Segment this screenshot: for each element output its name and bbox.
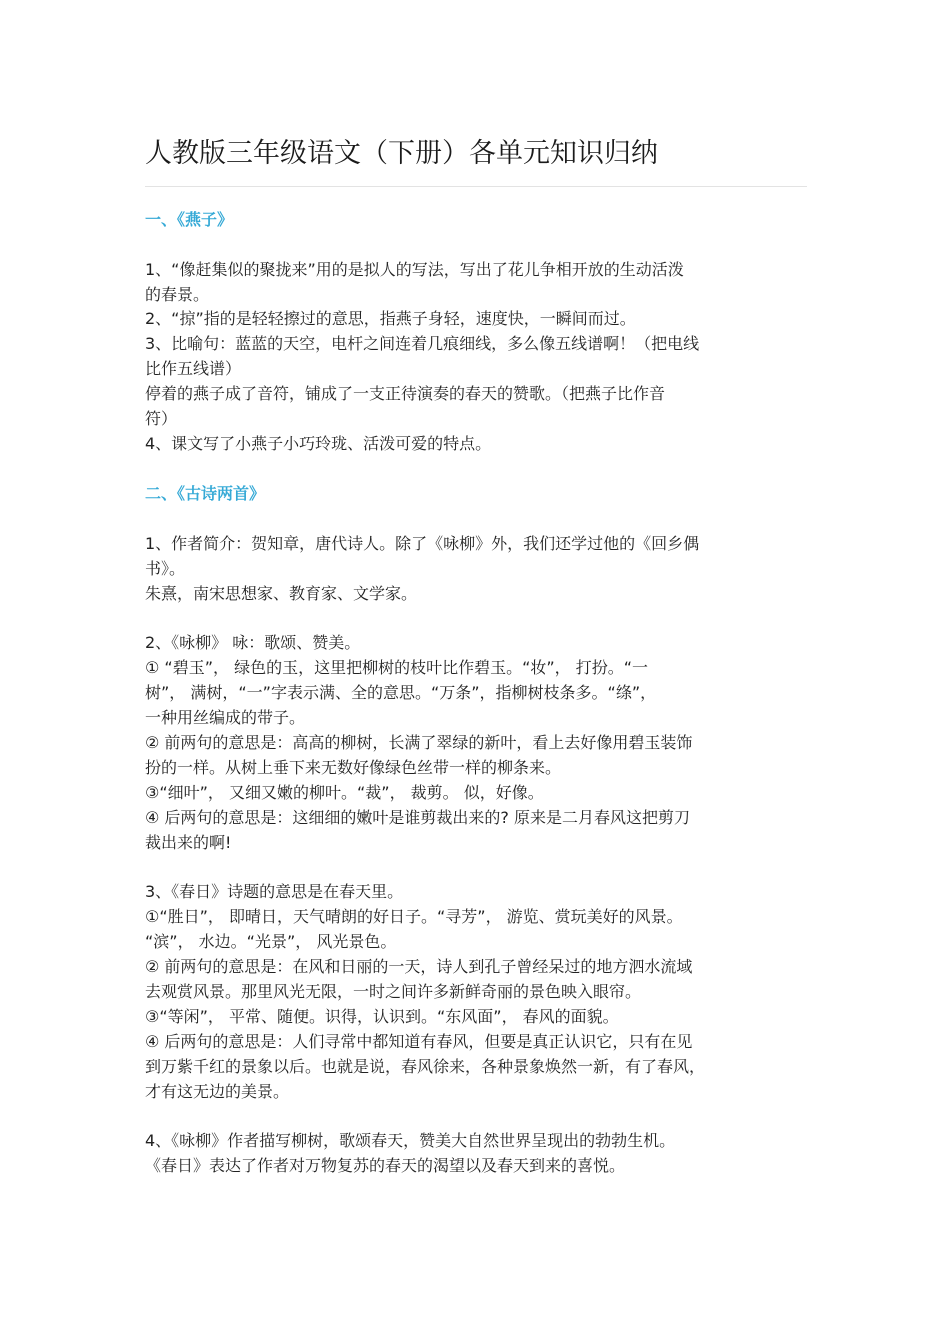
text-line: ② 前两句的意思是：在风和日丽的一天，诗人到孔子曾经呆过的地方泗水流域 xyxy=(145,957,693,976)
text-line: ② 前两句的意思是：高高的柳树，长满了翠绿的新叶，看上去好像用碧玉装饰 xyxy=(145,733,693,752)
text-line: 1、“像赶集似的聚拢来”用的是拟人的写法，写出了花儿争相开放的生动活泼 xyxy=(145,260,684,279)
text-line: ①“胜日”， 即晴日，天气晴朗的好日子。“寻芳”， 游览、赏玩美好的风景。 xyxy=(145,907,683,926)
text-line: ③“细叶”， 又细又嫩的柳叶。“裁”， 裁剪。 似，好像。 xyxy=(145,783,544,802)
text-line: 停着的燕子成了音符，铺成了一支正待演奏的春天的赞歌。（把燕子比作音 xyxy=(145,384,666,403)
text-line: 4、《咏柳》作者描写柳树，歌颂春天，赞美大自然世界呈现出的勃勃生机。 xyxy=(145,1131,676,1150)
text-line: 3、比喻句：蓝蓝的天空，电杆之间连着几痕细线，多么像五线谱啊！（把电线 xyxy=(145,334,700,353)
text-line: 符） xyxy=(145,409,178,428)
text-line: 4、课文写了小燕子小巧玲珑、活泼可爱的特点。 xyxy=(145,434,492,453)
text-line: 裁出来的啊! xyxy=(145,833,232,852)
text-line: ① “碧玉”， 绿色的玉，这里把柳树的枝叶比作碧玉。“妆”， 打扮。“一 xyxy=(145,658,649,677)
text-line: 3、《春日》诗题的意思是在春天里。 xyxy=(145,882,404,901)
text-line: 扮的一样。从树上垂下来无数好像绿色丝带一样的柳条来。 xyxy=(145,758,562,777)
text-line: 树”， 满树，“一”字表示满、全的意思。“万条”，指柳树枝条多。“绦”， xyxy=(145,683,657,702)
page-title: 人教版三年级语文（下册）各单元知识归纳 xyxy=(145,138,658,169)
text-line: 2、《咏柳》 咏：歌颂、赞美。 xyxy=(145,633,361,652)
text-line: 书》。 xyxy=(145,559,186,578)
text-line: ④ 后两句的意思是：人们寻常中都知道有春风，但要是真正认识它，只有在见 xyxy=(145,1032,693,1051)
text-line: 一种用丝编成的带子。 xyxy=(145,708,306,727)
text-line: 才有这无边的美景。 xyxy=(145,1082,290,1101)
text-line: 2、“掠”指的是轻轻擦过的意思，指燕子身轻，速度快，一瞬间而过。 xyxy=(145,309,636,328)
section-heading-2: 二、《古诗两首》 xyxy=(145,484,266,503)
text-line: “滨”， 水边。“光景”， 风光景色。 xyxy=(145,932,397,951)
text-line: 比作五线谱） xyxy=(145,359,242,378)
text-line: 到万紫千红的景象以后。也就是说，春风徐来，各种景象焕然一新，有了春风， xyxy=(145,1057,706,1076)
text-line: 的春景。 xyxy=(145,285,210,304)
text-line: ③“等闲”， 平常、随便。识得，认识到。“东风面”， 春风的面貌。 xyxy=(145,1007,619,1026)
text-line: ④ 后两句的意思是：这细细的嫩叶是谁剪裁出来的? 原来是二月春风这把剪刀 xyxy=(145,808,691,827)
text-line: 《春日》表达了作者对万物复苏的春天的渴望以及春天到来的喜悦。 xyxy=(145,1156,626,1175)
text-line: 1、作者简介：贺知章，唐代诗人。除了《咏柳》外，我们还学过他的《回乡偶 xyxy=(145,534,700,553)
section-heading-1: 一、《燕子》 xyxy=(145,210,234,229)
title-divider xyxy=(145,186,807,187)
text-line: 朱熹，南宋思想家、教育家、文学家。 xyxy=(145,584,418,603)
text-line: 去观赏风景。那里风光无限，一时之间许多新鲜奇丽的景色映入眼帘。 xyxy=(145,982,642,1001)
